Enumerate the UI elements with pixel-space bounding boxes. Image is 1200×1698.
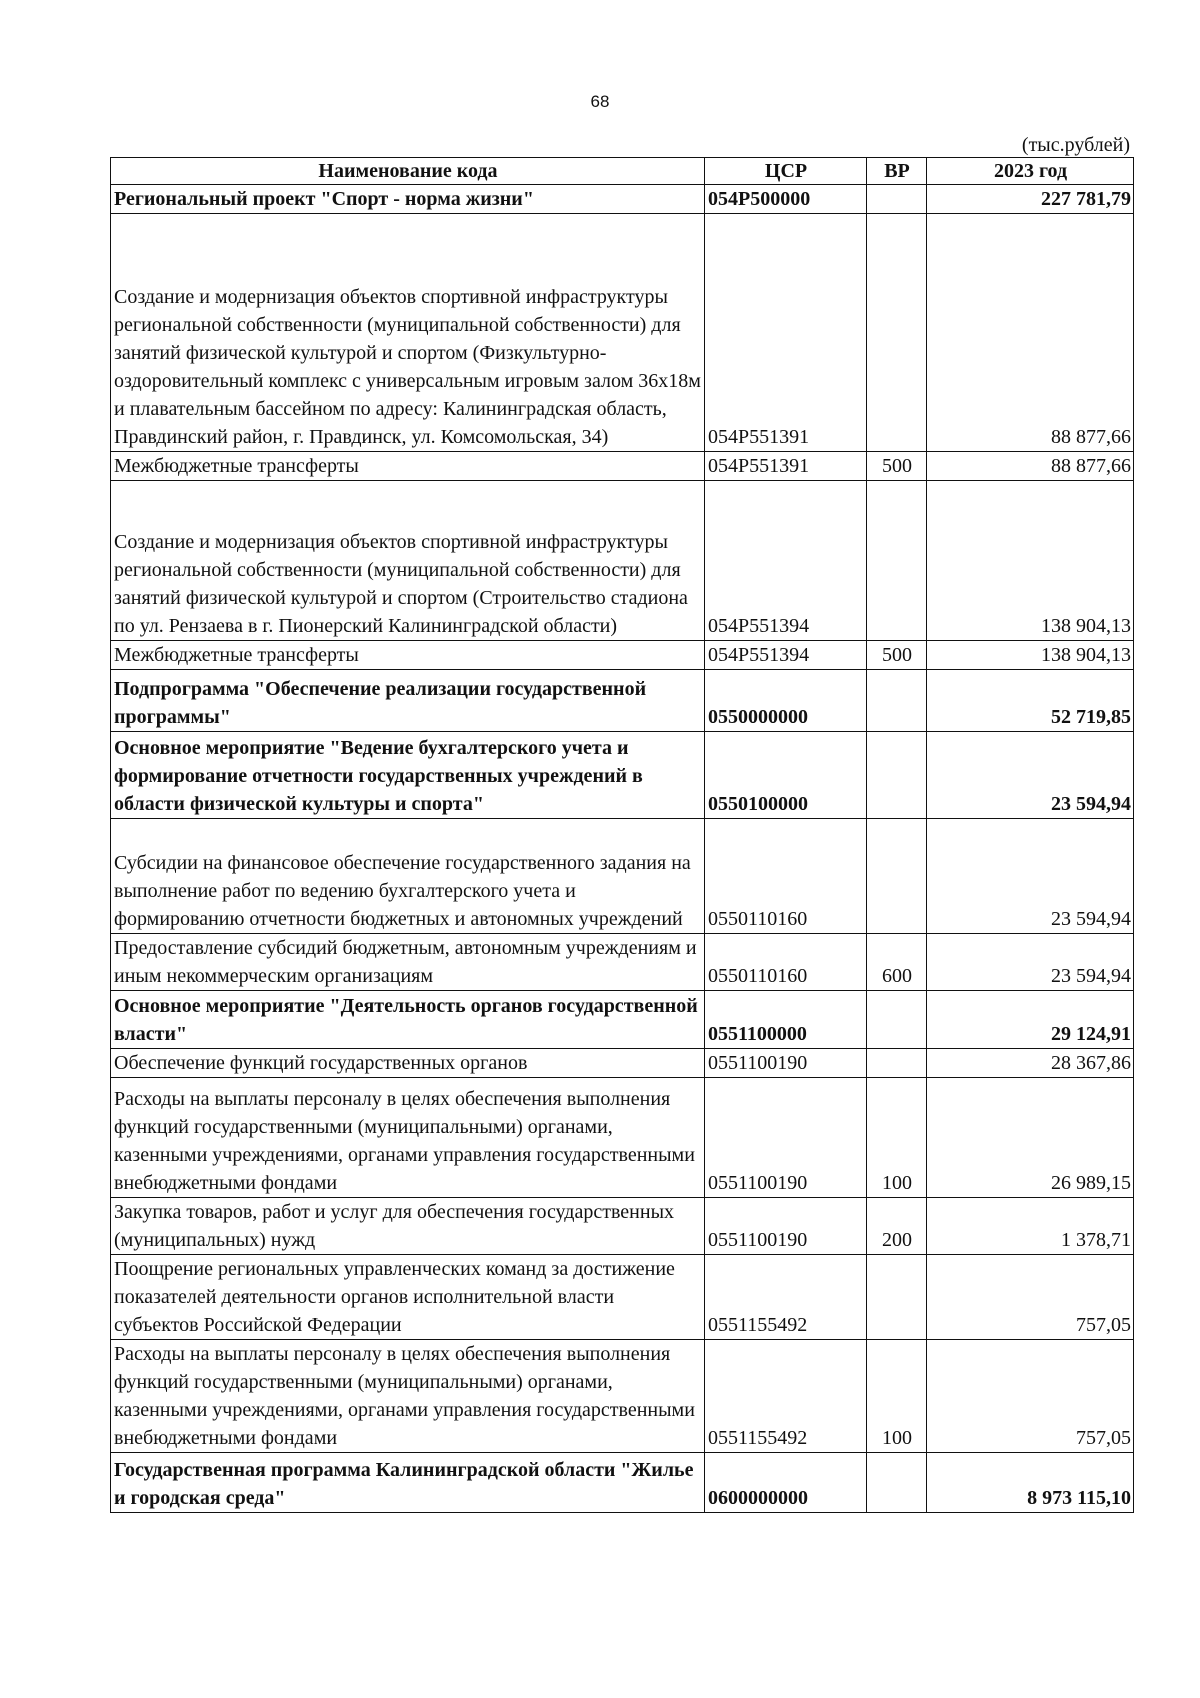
units-label: (тыс.рублей) [1021, 134, 1130, 156]
table-row [111, 819, 1134, 934]
row-vr [867, 185, 927, 214]
row-name: Подпрограмма "Обеспечение реализации государственной программы" [111, 670, 705, 732]
row-vr [867, 481, 927, 641]
row-csr: 0551100190 [705, 1049, 867, 1078]
row-name: Субсидии на финансовое обеспечение государственного задания на выполнение работ по ведению бухгалтерского учета и формированию отчетности бюджетных и автономных учреждений [111, 819, 705, 934]
table-row [111, 670, 1134, 732]
row-amount: 52 719,85 [927, 670, 1134, 732]
table-row [111, 641, 1134, 670]
row-name: Поощрение региональных управленческих команд за достижение показателей деятельности органов исполнительной власти субъектов Российской Федерации [111, 1255, 705, 1340]
row-amount: 8 973 115,10 [927, 1453, 1134, 1513]
row-amount: 138 904,13 [927, 481, 1134, 641]
table-row [111, 1255, 1134, 1340]
budget-table [110, 157, 1134, 1513]
row-vr: 100 [867, 1340, 927, 1453]
row-vr [867, 670, 927, 732]
table-row [111, 452, 1134, 481]
row-csr: 0551155492 [705, 1255, 867, 1340]
row-csr: 0551155492 [705, 1340, 867, 1453]
row-vr: 600 [867, 934, 927, 991]
table-row [111, 934, 1134, 991]
row-amount: 23 594,94 [927, 934, 1134, 991]
row-amount: 29 124,91 [927, 991, 1134, 1049]
table-row [111, 1198, 1134, 1255]
row-name: Обеспечение функций государственных органов [111, 1049, 705, 1078]
row-vr [867, 1255, 927, 1340]
header-csr: ЦСР [705, 158, 867, 185]
row-csr: 054P551394 [705, 481, 867, 641]
row-name: Расходы на выплаты персоналу в целях обеспечения выполнения функций государственными (муниципальными) органами, казенными учреждениями, органами управления государственными внебюджетными фондами [111, 1340, 705, 1453]
row-name: Межбюджетные трансферты [111, 452, 705, 481]
row-vr: 500 [867, 641, 927, 670]
row-name: Расходы на выплаты персоналу в целях обеспечения выполнения функций государственными (муниципальными) органами, казенными учреждениями, органами управления государственными внебюджетными фондами [111, 1078, 705, 1198]
row-csr: 0550110160 [705, 819, 867, 934]
row-vr [867, 732, 927, 819]
row-amount: 138 904,13 [927, 641, 1134, 670]
row-amount: 28 367,86 [927, 1049, 1134, 1078]
row-name: Межбюджетные трансферты [111, 641, 705, 670]
table-row [111, 991, 1134, 1049]
row-name: Основное мероприятие "Ведение бухгалтерского учета и формирование отчетности государственных учреждений в области физической культуры и спорта" [111, 732, 705, 819]
table-row [111, 185, 1134, 214]
header-vr: ВР [867, 158, 927, 185]
table-row [111, 1078, 1134, 1198]
row-name: Создание и модернизация объектов спортивной инфраструктуры региональной собственности (муниципальной собственности) для занятий физической культурой и спортом (Физкультурно-оздоровительный комплекс с универсальным игровым залом 36х18м и плавательным бассейном по адресу: Калининградская область, Правдинский район, г. Правдинск, ул. Комсомольская, 34) [111, 214, 705, 452]
table-row [111, 214, 1134, 452]
row-name: Региональный проект "Спорт - норма жизни" [111, 185, 705, 214]
table-row [111, 1340, 1134, 1453]
row-csr: 054P551391 [705, 452, 867, 481]
row-csr: 0550000000 [705, 670, 867, 732]
row-csr: 0550110160 [705, 934, 867, 991]
row-vr [867, 1453, 927, 1513]
row-name: Основное мероприятие "Деятельность органов государственной власти" [111, 991, 705, 1049]
row-vr [867, 1049, 927, 1078]
header-year: 2023 год [927, 158, 1134, 185]
row-amount: 1 378,71 [927, 1198, 1134, 1255]
row-amount: 88 877,66 [927, 214, 1134, 452]
row-vr: 200 [867, 1198, 927, 1255]
row-name: Предоставление субсидий бюджетным, автономным учреждениям и иным некоммерческим организациям [111, 934, 705, 991]
row-csr: 0550100000 [705, 732, 867, 819]
row-vr [867, 819, 927, 934]
row-amount: 23 594,94 [927, 732, 1134, 819]
row-amount: 88 877,66 [927, 452, 1134, 481]
row-csr: 0551100190 [705, 1078, 867, 1198]
row-csr: 054P500000 [705, 185, 867, 214]
row-vr [867, 214, 927, 452]
row-amount: 757,05 [927, 1255, 1134, 1340]
table-row [111, 732, 1134, 819]
row-csr: 054P551394 [705, 641, 867, 670]
row-amount: 227 781,79 [927, 185, 1134, 214]
row-vr: 500 [867, 452, 927, 481]
row-amount: 757,05 [927, 1340, 1134, 1453]
row-vr [867, 991, 927, 1049]
row-csr: 0551100190 [705, 1198, 867, 1255]
row-name: Государственная программа Калининградской области "Жилье и городская среда" [111, 1453, 705, 1513]
row-amount: 26 989,15 [927, 1078, 1134, 1198]
table-row [111, 1049, 1134, 1078]
page-number: 68 [590, 92, 610, 111]
table-row [111, 481, 1134, 641]
row-amount: 23 594,94 [927, 819, 1134, 934]
header-name: Наименование кода [111, 158, 705, 185]
table-row [111, 1453, 1134, 1513]
table-header-row [111, 158, 1134, 185]
row-name: Закупка товаров, работ и услуг для обеспечения государственных (муниципальных) нужд [111, 1198, 705, 1255]
row-vr: 100 [867, 1078, 927, 1198]
row-csr: 054P551391 [705, 214, 867, 452]
row-name: Создание и модернизация объектов спортивной инфраструктуры региональной собственности (муниципальной собственности) для занятий физической культурой и спортом (Строительство стадиона по ул. Рензаева в г. Пионерский Калининградской области) [111, 481, 705, 641]
row-csr: 0551100000 [705, 991, 867, 1049]
row-csr: 0600000000 [705, 1453, 867, 1513]
